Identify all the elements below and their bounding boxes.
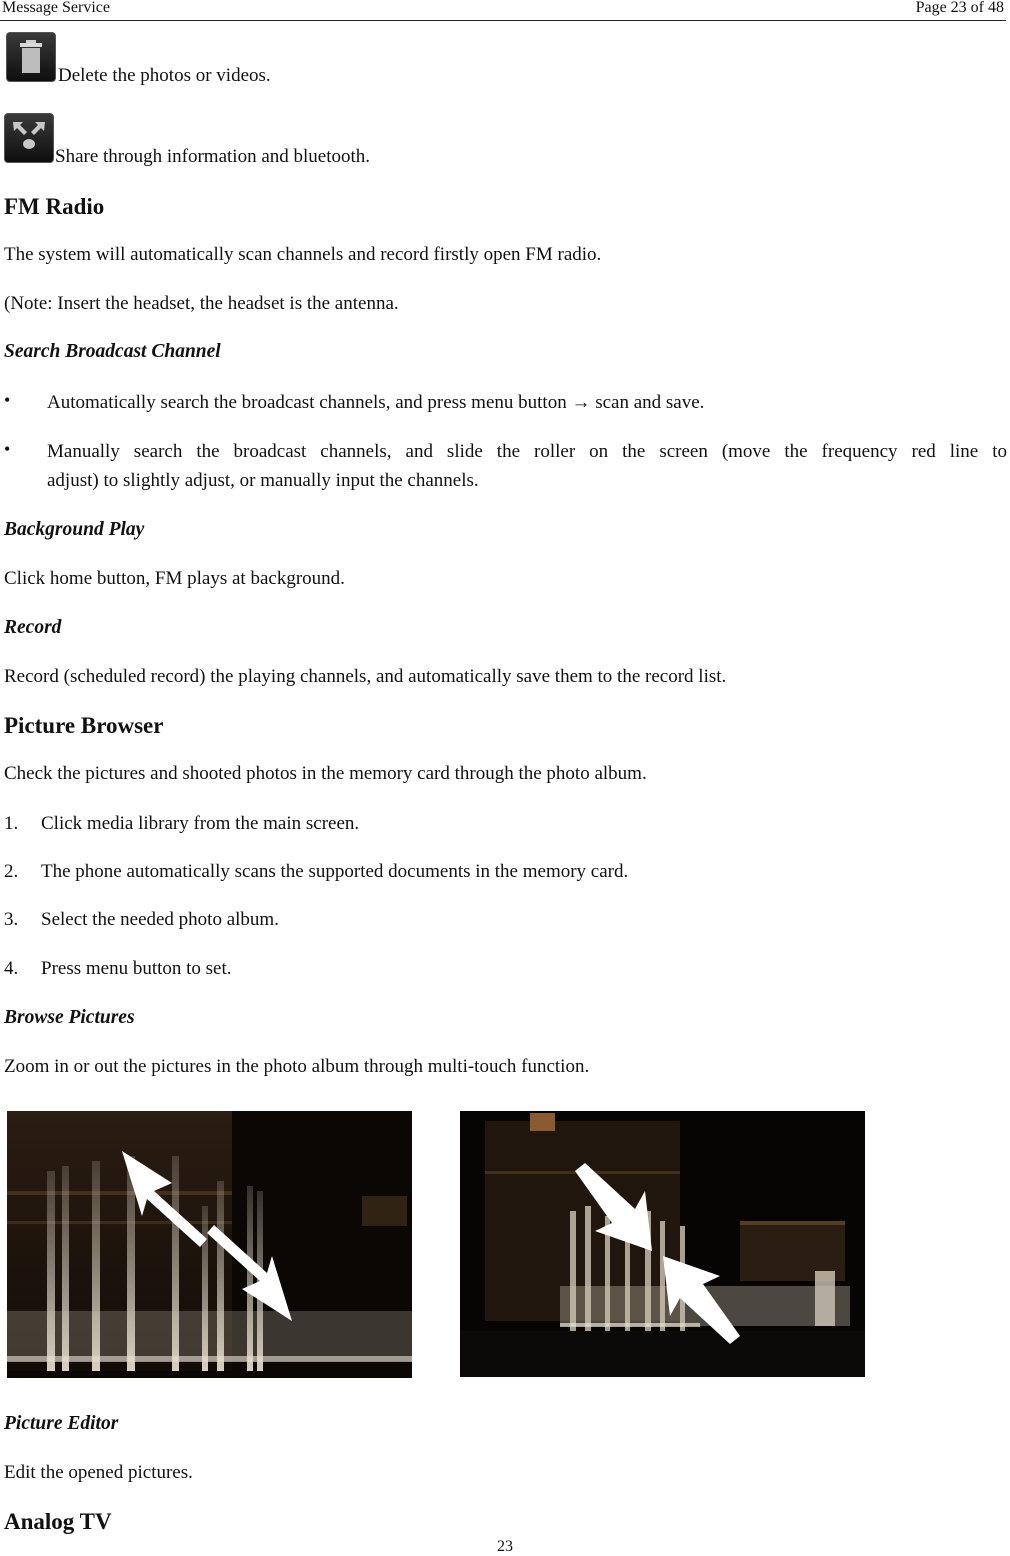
subsection-title-picture-editor: Picture Editor xyxy=(4,1413,119,1434)
delete-description: Delete the photos or videos. xyxy=(58,65,271,86)
picture-editor-text: Edit the opened pictures. xyxy=(4,1462,193,1483)
delete-icon xyxy=(6,32,56,82)
section-title-analog-tv: Analog TV xyxy=(4,1509,112,1534)
step-number: 4. xyxy=(4,958,19,979)
record-text: Record (scheduled record) the playing channels, and automatically save them to the record list. xyxy=(4,666,727,687)
step-number: 2. xyxy=(4,861,19,882)
share-icon xyxy=(4,113,54,163)
subsection-title-browse-pictures: Browse Pictures xyxy=(4,1007,135,1028)
step-text: Press menu button to set. xyxy=(41,958,232,979)
fm-radio-intro: The system will automatically scan channels and record firstly open FM radio. xyxy=(4,244,602,265)
header-title: Message Service xyxy=(2,0,110,16)
search-bullet-auto: Automatically search the broadcast channels, and press menu button → scan and save. xyxy=(47,392,705,413)
zoom-out-photo xyxy=(460,1111,865,1377)
subsection-title-record: Record xyxy=(4,617,62,638)
zoom-in-photo xyxy=(7,1111,412,1378)
bullet-icon: • xyxy=(4,390,11,410)
step-text: The phone automatically scans the supported documents in the memory card. xyxy=(41,861,629,882)
search-bullet-manual-line2: adjust) to slightly adjust, or manually input the channels. xyxy=(47,470,479,491)
subsection-title-background-play: Background Play xyxy=(4,519,145,540)
bullet-icon: • xyxy=(4,439,11,459)
page-number: 23 xyxy=(497,1538,513,1555)
section-title-picture-browser: Picture Browser xyxy=(4,713,164,738)
picture-browser-intro: Check the pictures and shooted photos in the memory card through the photo album. xyxy=(4,763,647,784)
subsection-title-search-channel: Search Broadcast Channel xyxy=(4,341,221,362)
search-bullet-manual-line1: Manually search the broadcast channels, and slide the roller on the screen (move the frequency red line to xyxy=(47,441,1007,462)
header-page-count: Page 23 of 48 xyxy=(915,0,1004,16)
step-number: 3. xyxy=(4,909,19,930)
section-title-fm-radio: FM Radio xyxy=(4,194,105,219)
step-text: Click media library from the main screen. xyxy=(41,813,360,834)
step-text: Select the needed photo album. xyxy=(41,909,279,930)
step-number: 1. xyxy=(4,813,19,834)
page-header xyxy=(0,0,1006,21)
background-play-text: Click home button, FM plays at background. xyxy=(4,568,345,589)
browse-pictures-text: Zoom in or out the pictures in the photo album through multi-touch function. xyxy=(4,1056,590,1077)
share-description: Share through information and bluetooth. xyxy=(55,146,371,167)
fm-radio-note: (Note: Insert the headset, the headset is the antenna. xyxy=(4,293,399,314)
